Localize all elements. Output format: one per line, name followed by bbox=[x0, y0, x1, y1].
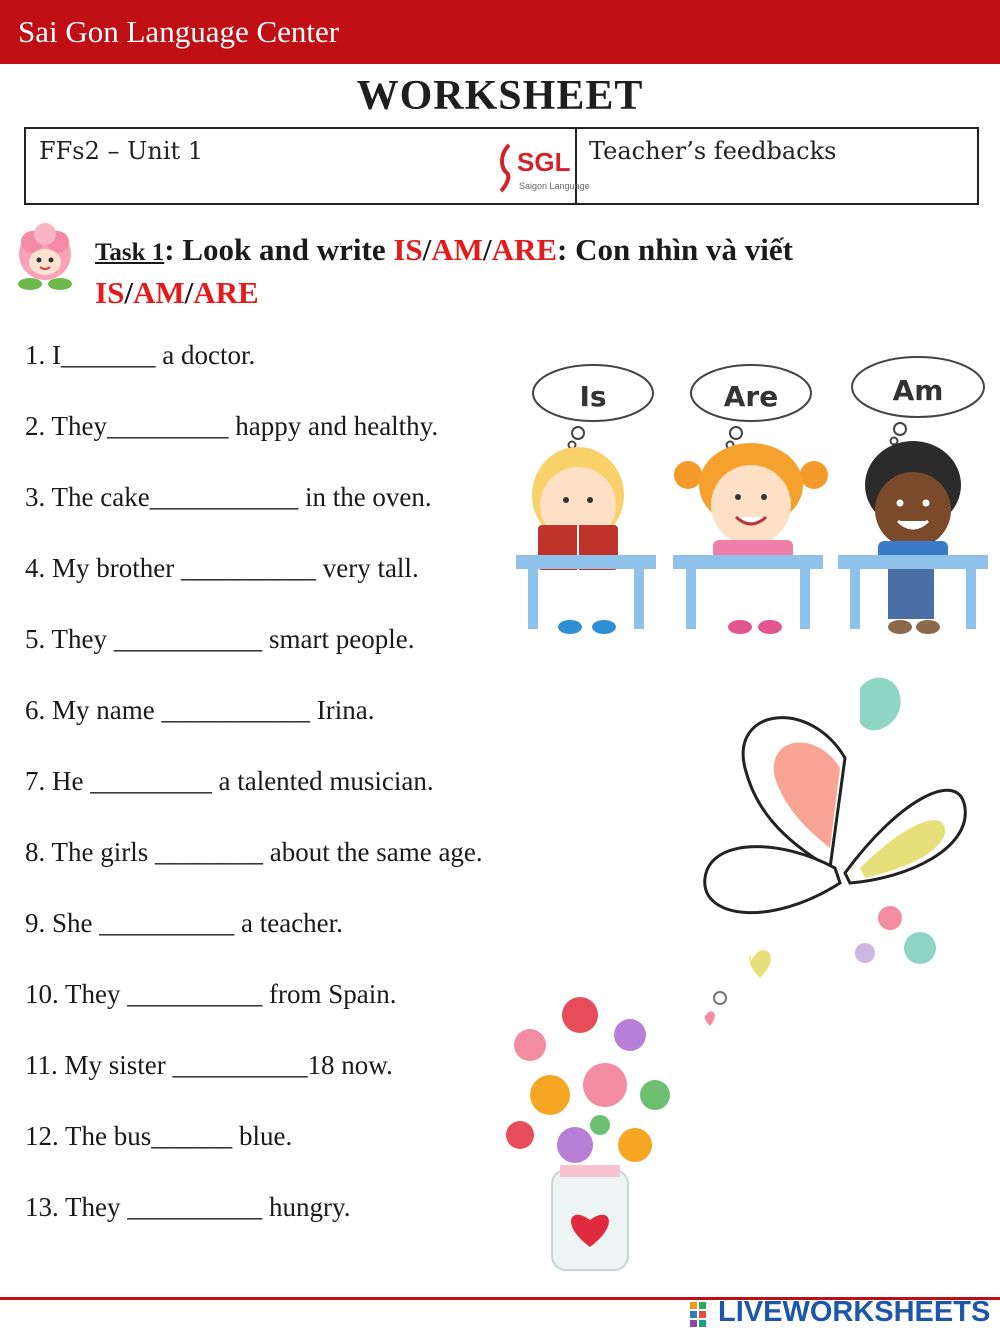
bubble-is-text: Is bbox=[579, 380, 607, 413]
option-is: IS bbox=[95, 275, 125, 310]
task-instruction: : Look and write bbox=[164, 232, 394, 267]
slash: / bbox=[184, 275, 194, 310]
logo-subtext: Saigon Language bbox=[519, 181, 590, 191]
thought-bubble-are bbox=[691, 365, 811, 449]
question-9[interactable]: 9. She __________ a teacher. bbox=[25, 908, 343, 938]
logo-text: SGL bbox=[517, 147, 571, 177]
slash: / bbox=[124, 275, 133, 310]
question-10[interactable]: 10. They __________ from Spain. bbox=[25, 979, 397, 1009]
option-am: AM bbox=[431, 232, 483, 267]
slash: / bbox=[482, 232, 492, 267]
kids-at-desks-illustration bbox=[508, 345, 993, 640]
slash: / bbox=[422, 232, 432, 267]
question-7[interactable]: 7. He _________ a talented musician. bbox=[25, 766, 434, 796]
unit-label: FFs2 – Unit 1 bbox=[39, 137, 204, 165]
thought-bubble-am bbox=[852, 357, 984, 445]
question-8[interactable]: 8. The girls ________ about the same age. bbox=[25, 837, 483, 867]
question-13[interactable]: 13. They __________ hungry. bbox=[25, 1192, 351, 1222]
liveworksheets-logo-icon bbox=[688, 1298, 718, 1330]
sgl-logo bbox=[497, 137, 590, 199]
question-1[interactable]: 1. I_______ a doctor. bbox=[25, 340, 256, 370]
kid-reading bbox=[516, 447, 656, 634]
option-are: ARE bbox=[193, 275, 259, 310]
question-11[interactable]: 11. My sister __________18 now. bbox=[25, 1050, 393, 1080]
flower-character-icon bbox=[8, 222, 82, 296]
question-4[interactable]: 4. My brother __________ very tall. bbox=[25, 553, 419, 583]
butterfly-decoration bbox=[690, 668, 980, 1038]
question-3[interactable]: 3. The cake___________ in the oven. bbox=[25, 482, 432, 512]
liveworksheets-brand[interactable]: LIVEWORKSHEETS bbox=[718, 1296, 991, 1328]
question-5[interactable]: 5. They ___________ smart people. bbox=[25, 624, 415, 654]
bubble-are-text: Are bbox=[723, 380, 779, 413]
question-12[interactable]: 12. The bus______ blue. bbox=[25, 1121, 293, 1151]
task-instruction-vi: : Con nhìn và viết bbox=[557, 232, 793, 267]
option-are: ARE bbox=[491, 232, 558, 267]
header-bar bbox=[0, 0, 1000, 64]
task-label: Task 1 bbox=[95, 239, 165, 266]
center-name: Sai Gon Language Center bbox=[18, 14, 340, 49]
info-table bbox=[24, 127, 979, 205]
task-heading bbox=[95, 230, 915, 313]
question-6[interactable]: 6. My name ___________ Irina. bbox=[25, 695, 375, 725]
bubble-am-text: Am bbox=[892, 374, 944, 407]
kid-writing bbox=[673, 443, 828, 634]
thought-bubble-is bbox=[533, 365, 653, 449]
option-am: AM bbox=[132, 275, 185, 310]
kid-thinking bbox=[838, 441, 988, 634]
question-2[interactable]: 2. They_________ happy and healthy. bbox=[25, 411, 439, 441]
option-is: IS bbox=[393, 232, 423, 267]
page-title: WORKSHEET bbox=[356, 73, 644, 119]
feedback-label: Teacher’s feedbacks bbox=[589, 137, 837, 165]
unit-cell bbox=[26, 129, 590, 203]
flower-bouquet-decoration bbox=[490, 985, 690, 1280]
